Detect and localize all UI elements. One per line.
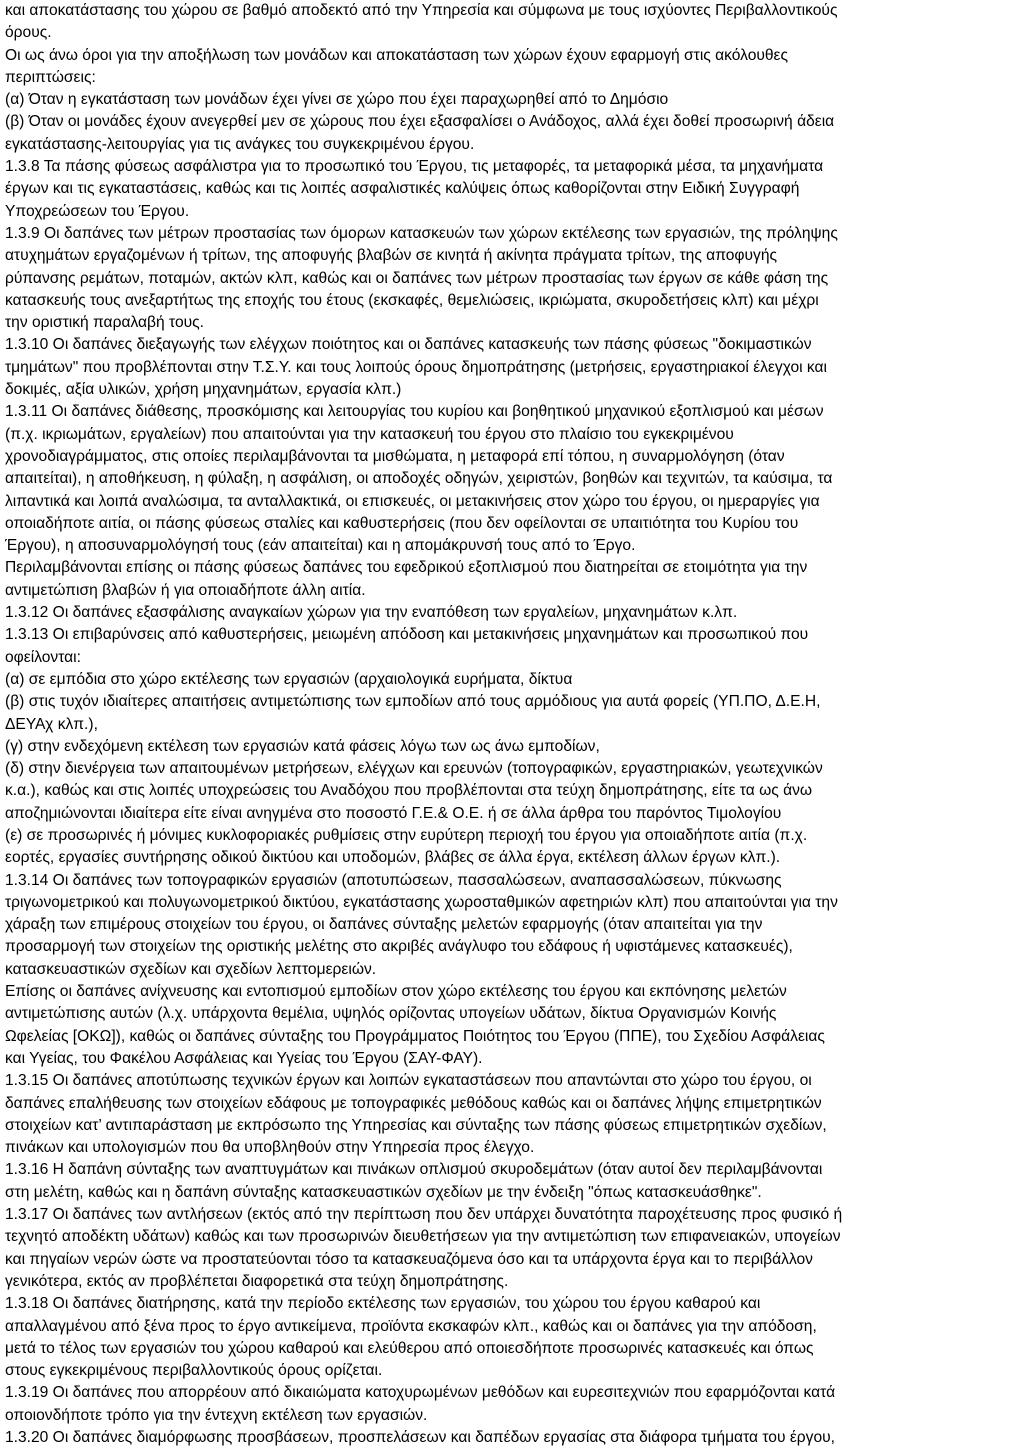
- text-line: ατυχημάτων εργαζομένων ή τρίτων, της αποφυγής βλαβών σε κινητά ή ακίνητα πράγματα τρίτων, της αποφυγής: [5, 247, 778, 265]
- text-line: γενικότερα, εκτός αν προβλέπεται διαφορετικά στα τεύχη δημοπράτησης.: [5, 1272, 509, 1290]
- text-line: δοκιμές, αξία υλικών, χρήση μηχανημάτων, εργασία κλπ.): [5, 381, 402, 399]
- paragraph-1-3-13-a: [5, 669, 1020, 691]
- text-line: οφείλονται:: [5, 648, 81, 666]
- paragraph-reserve-equipment: [5, 557, 1020, 602]
- paragraph-1-3-13: [5, 624, 1020, 669]
- text-line: πινάκων και υπολογισμών που θα υποβληθούν στην Υπηρεσία προς έλεγχο.: [5, 1139, 535, 1157]
- paragraph-1-3-19: [5, 1382, 1020, 1427]
- paragraph-1-3-13-e: [5, 825, 1020, 870]
- text-line: 1.3.8 Τα πάσης φύσεως ασφάλιστρα για το προσωπικό του Έργου, τις μεταφορές, τα μεταφορικά μέσα, τα μηχανήματα: [5, 158, 824, 176]
- text-line: (β) Όταν οι μονάδες έχουν ανεγερθεί μεν σε χώρους που έχει εξασφαλίσει ο Ανάδοχος, αλλά έχει δοθεί προσωρινή άδεια: [5, 113, 835, 131]
- text-line: (δ) στην διενέργεια των απαιτουμένων μετρήσεων, ελέγχων και ερευνών (τοπογραφικών, εργαστηριακών, γεωτεχνικών: [5, 760, 823, 778]
- paragraph-1-3-13-c: [5, 736, 1020, 758]
- text-line: αποζημιώνονται ιδιαίτερα είτε είναι ανηγμένα στο ποσοστό Γ.Ε.& Ο.Ε. ή σε άλλα άρθρα του παρόντος Τιμολογίου: [5, 804, 782, 822]
- text-line: όρους.: [5, 24, 52, 42]
- text-line: απαιτείται), η αποθήκευση, η φύλαξη, η ασφάλιση, οι αποδοχές οδηγών, χειριστών, βοηθών και τεχνιτών, τα καύσιμα, τα: [5, 470, 833, 488]
- text-line: Ωφελείας [ΟΚΩ]), καθώς οι δαπάνες σύνταξης του Προγράμματος Ποιότητος του Έργου (ΠΠΕ), του Σχεδίου Ασφάλειας: [5, 1027, 825, 1045]
- text-line: στοιχείων κατ’ αντιπαράσταση με εκπρόσωπο της Υπηρεσίας και σύνταξης των πάσης φύσεως επιμετρητικών σχεδίων,: [5, 1116, 827, 1134]
- paragraph-1-3-15: [5, 1070, 1020, 1159]
- text-line: περιπτώσεις:: [5, 68, 96, 86]
- paragraph-1-3-13-b: [5, 691, 1020, 736]
- text-line: (α) Όταν η εγκατάσταση των μονάδων έχει γίνει σε χώρο που έχει παραχωρηθεί από το Δημόσιο: [5, 91, 669, 109]
- text-line: ρύπανσης ρεμάτων, ποταμών, ακτών κλπ, καθώς και οι δαπάνες των μέτρων προστασίας των έργων σε κάθε φάση της: [5, 269, 829, 287]
- paragraph-1-3-16: [5, 1159, 1020, 1204]
- text-line: χρονοδιαγράμματος, στις οποίες περιλαμβάνονται τα μισθώματα, η μεταφορά επί τόπου, η συναρμολόγηση (όταν: [5, 447, 785, 465]
- text-line: και πηγαίων νερών ώστε να προστατεύονται τόσο τα κατασκευαζόμενα όσο και τα υπάρχοντα έργα και το περιβάλλον: [5, 1250, 813, 1268]
- text-line: Επίσης οι δαπάνες ανίχνευσης και εντοπισμού εμποδίων στον χώρο εκτέλεσης του έργου και εκπόνησης μελετών: [5, 983, 787, 1001]
- paragraph-obstacles-detection: [5, 981, 1020, 1070]
- paragraph-1-3-20: [5, 1427, 1020, 1449]
- text-line: και αποκατάστασης του χώρου σε βαθμό αποδεκτό από την Υπηρεσία και σύμφωνα με τους ισχύοντες Περιβαλλοντικούς: [5, 2, 838, 19]
- text-line: (π.χ. ικριωμάτων, εργαλείων) που απαιτούνται για την κατασκευή του έργου στο πλαίσιο του εγκεκριμένου: [5, 425, 734, 443]
- text-line: Περιλαμβάνονται επίσης οι πάσης φύσεως δαπάνες του εφεδρικού εξοπλισμού που διατηρείται σε ετοιμότητα για την: [5, 559, 808, 577]
- text-line: αντιμετώπισης αυτών (λ.χ. υπάρχοντα θεμέλια, υψηλός ορίζοντας υπογείων υδάτων, δίκτυα Οργανισμών Κοινής: [5, 1005, 777, 1023]
- text-line: (γ) στην ενδεχόμενη εκτέλεση των εργασιών κατά φάσεις λόγω των ως άνω εμποδίων,: [5, 737, 600, 755]
- text-line: 1.3.17 Οι δαπάνες των αντλήσεων (εκτός από την περίπτωση που δεν υπάρχει δυνατότητα παροχέτευσης προς φυσικό ή: [5, 1206, 843, 1224]
- text-line: απαλλαγμένου από ξένα προς το έργο αντικείμενα, προϊόντα εκσκαφών κλπ., καθώς και οι δαπάνες για την απόδοση,: [5, 1317, 817, 1335]
- paragraph-1-3-8: [5, 156, 1020, 223]
- text-line: εορτές, εργασίες συντήρησης οδικού δικτύου και υποδομών, βλάβες σε άλλα έργα, εκτέλεση άλλων έργων κλπ.).: [5, 849, 781, 867]
- paragraph-1-3-12: [5, 602, 1020, 624]
- text-line: κατασκευαστικών σχεδίων και σχεδίων λεπτομερειών.: [5, 960, 377, 978]
- paragraph-1-3-18: [5, 1293, 1020, 1382]
- text-line: λιπαντικά και λοιπά αναλώσιμα, τα ανταλλακτικά, οι επισκευές, οι μετακινήσεις στον χώρο του έργου, οι ημεραργίες για: [5, 492, 820, 510]
- text-line: 1.3.11 Οι δαπάνες διάθεσης, προσκόμισης και λειτουργίας του κυρίου και βοηθητικού μηχανικού εξοπλισμού και μέσων: [5, 403, 824, 421]
- text-line: και Υγείας, του Φακέλου Ασφάλειας και Υγείας του Έργου (ΣΑΥ-ΦΑΥ).: [5, 1049, 483, 1067]
- paragraph-conditions: [5, 45, 1020, 90]
- paragraph-1-3-13-d: [5, 758, 1020, 825]
- text-line: οποιονδήποτε τρόπο για την έντεχνη εκτέλεση των εργασιών.: [5, 1406, 428, 1424]
- text-line: 1.3.13 Οι επιβαρύνσεις από καθυστερήσεις, μειωμένη απόδοση και μετακινήσεις μηχανημάτων και προσωπικού που: [5, 626, 809, 644]
- paragraph-case-b: [5, 111, 1020, 156]
- text-line: αντιμετώπιση βλαβών ή για οποιαδήποτε άλλη αιτία.: [5, 581, 366, 599]
- text-line: 1.3.16 Η δαπάνη σύνταξης των αναπτυγμάτων και πινάκων οπλισμού σκυροδεμάτων (όταν αυτοί δεν περιλαμβάνονται: [5, 1161, 823, 1179]
- text-line: 1.3.20 Οι δαπάνες διαμόρφωσης προσβάσεων, προσπελάσεων και δαπέδων εργασίας στα διάφορα τμήματα του έργου,: [5, 1429, 835, 1446]
- paragraph-restoration-cont: [5, 0, 1020, 45]
- text-line: την οριστική παραλαβή τους.: [5, 314, 204, 332]
- text-line: Οι ως άνω όροι για την αποξήλωση των μονάδων και αποκατάσταση των χώρων έχουν εφαρμογή στις ακόλουθες: [5, 46, 789, 64]
- text-line: τριγωνομετρικού και πολυγωνομετρικού δικτύου, εγκατάστασης χωροσταθμικών αφετηριών κλπ) που απαιτούνται για την: [5, 893, 838, 911]
- text-line: 1.3.10 Οι δαπάνες διεξαγωγής των ελέγχων ποιότητος και οι δαπάνες κατασκευής των πάσης φύσεως "δοκιμαστικών: [5, 336, 812, 354]
- paragraph-1-3-14: [5, 870, 1020, 981]
- text-line: τεχνητό αποδέκτη υδάτων) καθώς και των προσωρινών διευθετήσεων για την αντιμετώπιση των επιφανειακών, υπογείων: [5, 1228, 841, 1246]
- text-line: προσαρμογή των στοιχείων της οριστικής μελέτης στο ακριβές ανάγλυφο του εδάφους ή υφιστάμενες κατασκευές),: [5, 938, 793, 956]
- text-line: (ε) σε προσωρινές ή μόνιμες κυκλοφοριακές ρυθμίσεις στην ευρύτερη περιοχή του έργου για οποιαδήποτε αιτία (π.χ.: [5, 826, 808, 844]
- text-line: στη μελέτη, καθώς και η δαπάνη σύνταξης κατασκευαστικών σχεδίων με την ένδειξη "όπως κατασκευάσθηκε".: [5, 1183, 762, 1201]
- text-line: τμημάτων" που προβλέπονται στην Τ.Σ.Υ. και τους λοιπούς όρους δημοπράτησης (μετρήσεις, εργαστηριακοί έλεγχοι και: [5, 358, 828, 376]
- paragraph-case-a: [5, 89, 1020, 111]
- text-line: δαπάνες επαλήθευσης των στοιχείων εδάφους με τοπογραφικές μεθόδους καθώς και οι δαπάνες λήψης επιμετρητικών: [5, 1094, 822, 1112]
- text-line: Υποχρεώσεων του Έργου.: [5, 202, 190, 220]
- text-line: χάραξη των επιμέρους στοιχείων του έργου, οι δαπάνες σύνταξης μελετών εφαρμογής (όταν απαιτείται για την: [5, 916, 763, 934]
- text-line: 1.3.15 Οι δαπάνες αποτύπωσης τεχνικών έργων και λοιπών εγκαταστάσεων που απαντώνται στο χώρο του έργου, οι: [5, 1072, 812, 1090]
- text-line: εγκατάστασης-λειτουργίας για τις ανάγκες του συγκεκριμένου έργου.: [5, 135, 475, 153]
- text-line: 1.3.19 Οι δαπάνες που απορρέουν από δικαιώματα κατοχυρωμένων μεθόδων και ευρεσιτεχνιών που εφαρμόζονται κατά: [5, 1384, 836, 1402]
- text-line: κατασκευής τους ανεξαρτήτως της εποχής του έτους (εκσκαφές, θεμελιώσεις, ικριώματα, σκυροδετήσεις κλπ) και μέχρι: [5, 291, 819, 309]
- text-line: κ.α.), καθώς και στις λοιπές υποχρεώσεις του Αναδόχου που προβλέπονται στα τεύχη δημοπράτησης, είτε τα ως άνω: [5, 782, 813, 800]
- paragraph-1-3-17: [5, 1204, 1020, 1293]
- text-line: 1.3.18 Οι δαπάνες διατήρησης, κατά την περίοδο εκτέλεσης των εργασιών, του χώρου του έργου καθαρού και: [5, 1295, 761, 1313]
- paragraph-1-3-9: [5, 223, 1020, 334]
- text-line: οποιαδήποτε αιτία, οι πάσης φύσεως σταλίες και καθυστερήσεις (που δεν οφείλονται σε υπαιτιότητα του Κυρίου του: [5, 514, 799, 532]
- text-line: 1.3.12 Οι δαπάνες εξασφάλισης αναγκαίων χώρων για την εναπόθεση των εργαλείων, μηχανημάτων κ.λπ.: [5, 604, 738, 622]
- text-line: Έργου), η αποσυναρμολόγησή τους (εάν απαιτείται) και η απομάκρυνσή τους από το Έργο.: [5, 537, 636, 555]
- text-line: (β) στις τυχόν ιδιαίτερες απαιτήσεις αντιμετώπισης των εμποδίων από τους αρμόδιους για αυτά φορείς (ΥΠ.ΠΟ, Δ.Ε.Η,: [5, 693, 821, 711]
- text-line: έργων και τις εγκαταστάσεις, καθώς και τις λοιπές ασφαλιστικές καλύψεις όπως καθορίζονται στην Ειδική Συγγραφή: [5, 180, 800, 198]
- paragraph-1-3-11: [5, 401, 1020, 557]
- text-line: μετά το τέλος των εργασιών του χώρου καθαρού και ελεύθερου από οποιεσδήποτε προσωρινές κατασκευές και όπως: [5, 1339, 814, 1357]
- text-line: ΔΕΥΑχ κλπ.),: [5, 715, 98, 733]
- text-line: (α) σε εμπόδια στο χώρο εκτέλεσης των εργασιών (αρχαιολογικά ευρήματα, δίκτυα: [5, 670, 573, 688]
- text-line: 1.3.9 Οι δαπάνες των μέτρων προστασίας των όμορων κατασκευών των χώρων εκτέλεσης των εργασιών, της πρόληψης: [5, 224, 838, 242]
- text-line: στους εγκεκριμένους περιβαλλοντικούς όρους ορίζεται.: [5, 1362, 383, 1380]
- paragraph-1-3-10: [5, 334, 1020, 401]
- text-line: 1.3.14 Οι δαπάνες των τοπογραφικών εργασιών (αποτυπώσεων, πασσαλώσεων, αναπασσαλώσεων, πύκνωσης: [5, 871, 782, 889]
